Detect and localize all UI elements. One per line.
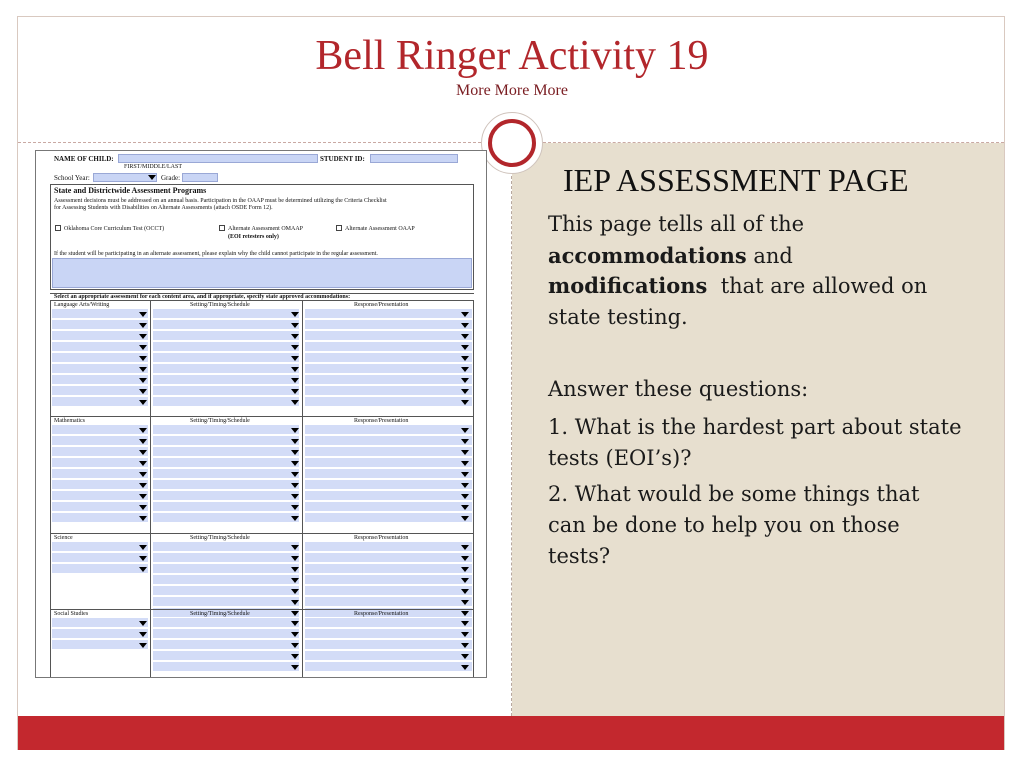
dropdown-field <box>153 469 299 479</box>
grade-field <box>182 173 218 182</box>
dropdown-arrow-icon <box>139 621 147 626</box>
dropdown-field <box>52 342 148 352</box>
dropdown-arrow-icon <box>291 632 299 637</box>
dropdown-arrow-icon <box>461 400 469 405</box>
response-column-label: Response/Presentation <box>354 535 409 541</box>
dropdown-field <box>305 447 472 457</box>
oaap-checkbox <box>336 225 342 231</box>
alternate-explain-label: If the student will be participating in an alternate assessment, please explain why the child cannot participate in the regular assessment. <box>54 251 378 257</box>
dropdown-arrow-icon <box>139 461 147 466</box>
dropdown-field <box>153 640 299 650</box>
intro-line-2 <box>548 240 793 272</box>
dropdown-arrow-icon <box>461 323 469 328</box>
dropdown-arrow-icon <box>461 621 469 626</box>
dropdown-field <box>52 364 148 374</box>
dropdown-arrow-icon <box>139 505 147 510</box>
dropdown-field <box>52 542 148 552</box>
omaap-label: Alternate Assessment OMAAP <box>228 226 303 232</box>
dropdown-field <box>153 386 299 396</box>
dropdown-arrow-icon <box>291 578 299 583</box>
dropdown-arrow-icon <box>139 312 147 317</box>
dropdown-field <box>153 353 299 363</box>
dropdown-field <box>153 651 299 661</box>
dropdown-field <box>153 320 299 330</box>
question-2-line-1: 2. What would be some things that <box>548 482 920 506</box>
dropdown-arrow-icon <box>291 643 299 648</box>
dropdown-field <box>305 553 472 563</box>
modifications-term: modifications <box>548 273 708 298</box>
dropdown-field <box>305 491 472 501</box>
dropdown-field <box>305 597 472 607</box>
dropdown-arrow-icon <box>291 600 299 605</box>
dropdown-arrow-icon <box>139 428 147 433</box>
dropdown-arrow-icon <box>139 378 147 383</box>
dropdown-field <box>52 320 148 330</box>
dropdown-arrow-icon <box>461 367 469 372</box>
dropdown-arrow-icon <box>291 505 299 510</box>
dropdown-field <box>305 309 472 319</box>
setting-column-label: Setting/Timing/Schedule <box>190 302 250 308</box>
iep-form-image <box>35 150 487 678</box>
dropdown-arrow-icon <box>139 567 147 572</box>
dropdown-field <box>153 662 299 672</box>
dropdown-arrow-icon <box>461 472 469 477</box>
dropdown-arrow-icon <box>291 312 299 317</box>
dropdown-field <box>305 364 472 374</box>
dropdown-field <box>52 458 148 468</box>
dropdown-field <box>305 375 472 385</box>
grid-col-divider-1 <box>150 300 151 678</box>
grid-col-divider-2 <box>302 300 303 678</box>
subject-label: Social Studies <box>54 611 89 617</box>
occt-label: Oklahoma Core Curriculum Test (OCCT) <box>64 226 165 232</box>
dropdown-arrow-icon <box>461 389 469 394</box>
dropdown-arrow-icon <box>291 334 299 339</box>
dropdown-arrow-icon <box>291 367 299 372</box>
dropdown-field <box>305 469 472 479</box>
dropdown-field <box>52 564 148 574</box>
omaap-checkbox <box>219 225 225 231</box>
dropdown-field <box>52 353 148 363</box>
dropdown-arrow-icon <box>291 654 299 659</box>
dropdown-field <box>52 502 148 512</box>
slide-subtitle: More More More <box>456 82 568 99</box>
dropdown-arrow-icon <box>461 516 469 521</box>
dropdown-field <box>52 629 148 639</box>
setting-column-label: Setting/Timing/Schedule <box>190 535 250 541</box>
dropdown-arrow-icon <box>291 378 299 383</box>
dropdown-arrow-icon <box>461 556 469 561</box>
programs-heading: State and Districtwide Assessment Programs <box>54 186 207 195</box>
dropdown-arrow-icon <box>291 567 299 572</box>
oaap-label: Alternate Assessment OAAP <box>345 226 415 232</box>
dropdown-arrow-icon <box>139 356 147 361</box>
dropdown-arrow-icon <box>461 589 469 594</box>
dropdown-arrow-icon <box>291 389 299 394</box>
dropdown-field <box>305 342 472 352</box>
dropdown-arrow-icon <box>291 400 299 405</box>
dropdown-field <box>52 309 148 319</box>
answer-prompt: Answer these questions: <box>548 377 809 401</box>
dropdown-arrow-icon <box>139 450 147 455</box>
dropdown-arrow-icon <box>139 400 147 405</box>
dropdown-arrow-icon <box>139 643 147 648</box>
dropdown-field <box>153 309 299 319</box>
dropdown-field <box>52 436 148 446</box>
dropdown-field <box>52 386 148 396</box>
subject-label: Science <box>54 535 73 541</box>
dropdown-field <box>52 375 148 385</box>
dropdown-arrow-icon <box>291 428 299 433</box>
dropdown-arrow-icon <box>291 665 299 670</box>
allowed-phrase: that are allowed on <box>720 274 928 298</box>
dropdown-arrow-icon <box>139 345 147 350</box>
dropdown-field <box>153 364 299 374</box>
occt-checkbox <box>55 225 61 231</box>
response-column-label: Response/Presentation <box>354 611 409 617</box>
dropdown-field <box>52 513 148 523</box>
dropdown-field <box>153 375 299 385</box>
dropdown-field <box>153 491 299 501</box>
dropdown-arrow-icon <box>291 556 299 561</box>
dropdown-arrow-icon <box>461 494 469 499</box>
dropdown-arrow-icon <box>139 472 147 477</box>
dropdown-arrow-icon <box>461 611 469 616</box>
dropdown-field <box>52 469 148 479</box>
footer-bar <box>18 716 1004 750</box>
question-2-line-3: tests? <box>548 544 611 568</box>
dropdown-field <box>153 553 299 563</box>
question-1-line-1: 1. What is the hardest part about state <box>548 415 962 439</box>
programs-desc-1: Assessment decisions must be addressed on an annual basis. Participation in the OAAP must be determined utilizing the Criteria Checklist <box>54 198 387 204</box>
dropdown-field <box>305 331 472 341</box>
dropdown-field <box>153 436 299 446</box>
dropdown-field <box>153 586 299 596</box>
dropdown-field <box>153 458 299 468</box>
dropdown-field <box>305 397 472 407</box>
dropdown-arrow-icon <box>139 556 147 561</box>
accommodations-term: accommodations <box>548 243 747 268</box>
dropdown-field <box>153 618 299 628</box>
dropdown-field <box>153 542 299 552</box>
dropdown-arrow-icon <box>461 334 469 339</box>
dropdown-arrow-icon <box>461 428 469 433</box>
dropdown-field <box>305 564 472 574</box>
dropdown-field <box>52 491 148 501</box>
dropdown-field <box>153 480 299 490</box>
circle-ring-icon <box>488 119 536 167</box>
header-divider-right <box>543 142 1004 143</box>
dropdown-arrow-icon <box>461 643 469 648</box>
dropdown-arrow-icon <box>291 345 299 350</box>
intro-line-1: This page tells all of the <box>548 212 805 236</box>
dropdown-field <box>52 447 148 457</box>
dropdown-arrow-icon <box>139 367 147 372</box>
dropdown-field <box>305 386 472 396</box>
dropdown-arrow-icon <box>461 567 469 572</box>
intro-line-3 <box>548 270 927 302</box>
dropdown-field <box>305 542 472 552</box>
dropdown-arrow-icon <box>461 356 469 361</box>
dropdown-field <box>52 618 148 628</box>
dropdown-arrow-icon <box>461 450 469 455</box>
dropdown-arrow-icon <box>139 439 147 444</box>
dropdown-arrow-icon <box>461 665 469 670</box>
section-divider <box>50 533 474 534</box>
header-divider-left <box>18 142 481 143</box>
omaap-sublabel: (EOI retesters only) <box>228 234 279 240</box>
panel-divider <box>511 176 512 716</box>
school-year-dropdown-icon <box>148 175 156 180</box>
dropdown-arrow-icon <box>291 545 299 550</box>
dropdown-field <box>52 425 148 435</box>
school-year-label: School Year: <box>54 174 90 182</box>
slide-title: Bell Ringer Activity 19 <box>315 33 709 79</box>
dropdown-field <box>153 597 299 607</box>
response-column-label: Response/Presentation <box>354 302 409 308</box>
dropdown-arrow-icon <box>461 545 469 550</box>
dropdown-field <box>52 331 148 341</box>
question-1-line-2: tests (EOI’s)? <box>548 446 692 470</box>
dropdown-field <box>305 662 472 672</box>
dropdown-field <box>52 553 148 563</box>
dropdown-field <box>153 447 299 457</box>
dropdown-field <box>153 397 299 407</box>
dropdown-arrow-icon <box>291 483 299 488</box>
dropdown-field <box>52 640 148 650</box>
dropdown-arrow-icon <box>461 378 469 383</box>
dropdown-field <box>305 353 472 363</box>
dropdown-field <box>305 629 472 639</box>
dropdown-arrow-icon <box>139 516 147 521</box>
and-word: and <box>753 244 793 268</box>
setting-column-label: Setting/Timing/Schedule <box>190 418 250 424</box>
question-2-line-2: can be done to help you on those <box>548 513 900 537</box>
dropdown-arrow-icon <box>291 356 299 361</box>
dropdown-field <box>153 331 299 341</box>
dropdown-field <box>153 575 299 585</box>
dropdown-arrow-icon <box>461 461 469 466</box>
dropdown-arrow-icon <box>291 323 299 328</box>
response-column-label: Response/Presentation <box>354 418 409 424</box>
dropdown-arrow-icon <box>461 439 469 444</box>
dropdown-field <box>153 513 299 523</box>
dropdown-arrow-icon <box>139 323 147 328</box>
dropdown-field <box>305 458 472 468</box>
dropdown-arrow-icon <box>291 621 299 626</box>
dropdown-arrow-icon <box>139 632 147 637</box>
dropdown-field <box>153 425 299 435</box>
dropdown-field <box>153 502 299 512</box>
select-assessment-label: Select an appropriate assessment for each content area, and if appropriate, specify state approved accommodations: <box>54 294 351 300</box>
dropdown-arrow-icon <box>461 505 469 510</box>
dropdown-arrow-icon <box>461 578 469 583</box>
name-field <box>118 154 318 163</box>
dropdown-arrow-icon <box>461 632 469 637</box>
grade-label: Grade: <box>161 174 181 182</box>
setting-column-label: Setting/Timing/Schedule <box>190 611 250 617</box>
dropdown-field <box>52 397 148 407</box>
dropdown-field <box>305 513 472 523</box>
dropdown-field <box>305 618 472 628</box>
student-id-label: STUDENT ID: <box>320 155 365 163</box>
dropdown-arrow-icon <box>291 494 299 499</box>
subject-label: Mathematics <box>54 418 85 424</box>
section-divider <box>50 609 474 610</box>
dropdown-arrow-icon <box>291 461 299 466</box>
dropdown-arrow-icon <box>291 516 299 521</box>
name-label: NAME OF CHILD: <box>54 155 114 163</box>
dropdown-field <box>153 564 299 574</box>
dropdown-field <box>153 629 299 639</box>
programs-desc-2: for Assessing Students with Disabilities on Alternate Assessments (attach OSDE Form 12). <box>54 205 273 211</box>
dropdown-field <box>52 480 148 490</box>
student-id-field <box>370 154 458 163</box>
dropdown-arrow-icon <box>139 494 147 499</box>
dropdown-field <box>305 651 472 661</box>
dropdown-arrow-icon <box>291 439 299 444</box>
dropdown-arrow-icon <box>461 654 469 659</box>
dropdown-arrow-icon <box>461 600 469 605</box>
dropdown-arrow-icon <box>139 389 147 394</box>
dropdown-arrow-icon <box>291 611 299 616</box>
dropdown-arrow-icon <box>291 472 299 477</box>
intro-line-4: state testing. <box>548 305 688 329</box>
dropdown-field <box>305 502 472 512</box>
name-sublabel: FIRST/MIDDLE/LAST <box>124 164 183 170</box>
dropdown-arrow-icon <box>291 589 299 594</box>
dropdown-arrow-icon <box>461 483 469 488</box>
dropdown-arrow-icon <box>461 312 469 317</box>
dropdown-arrow-icon <box>139 545 147 550</box>
dropdown-field <box>305 320 472 330</box>
alternate-explain-field <box>52 258 472 288</box>
iep-heading: IEP ASSESSMENT PAGE <box>563 162 909 198</box>
dropdown-field <box>305 480 472 490</box>
dropdown-arrow-icon <box>461 345 469 350</box>
dropdown-field <box>305 425 472 435</box>
dropdown-field <box>305 586 472 596</box>
dropdown-field <box>305 436 472 446</box>
dropdown-field <box>305 640 472 650</box>
dropdown-arrow-icon <box>139 483 147 488</box>
dropdown-field <box>305 575 472 585</box>
dropdown-field <box>153 342 299 352</box>
subject-label: Language Arts/Writing <box>54 302 110 308</box>
section-divider <box>50 416 474 417</box>
dropdown-arrow-icon <box>291 450 299 455</box>
dropdown-arrow-icon <box>139 334 147 339</box>
